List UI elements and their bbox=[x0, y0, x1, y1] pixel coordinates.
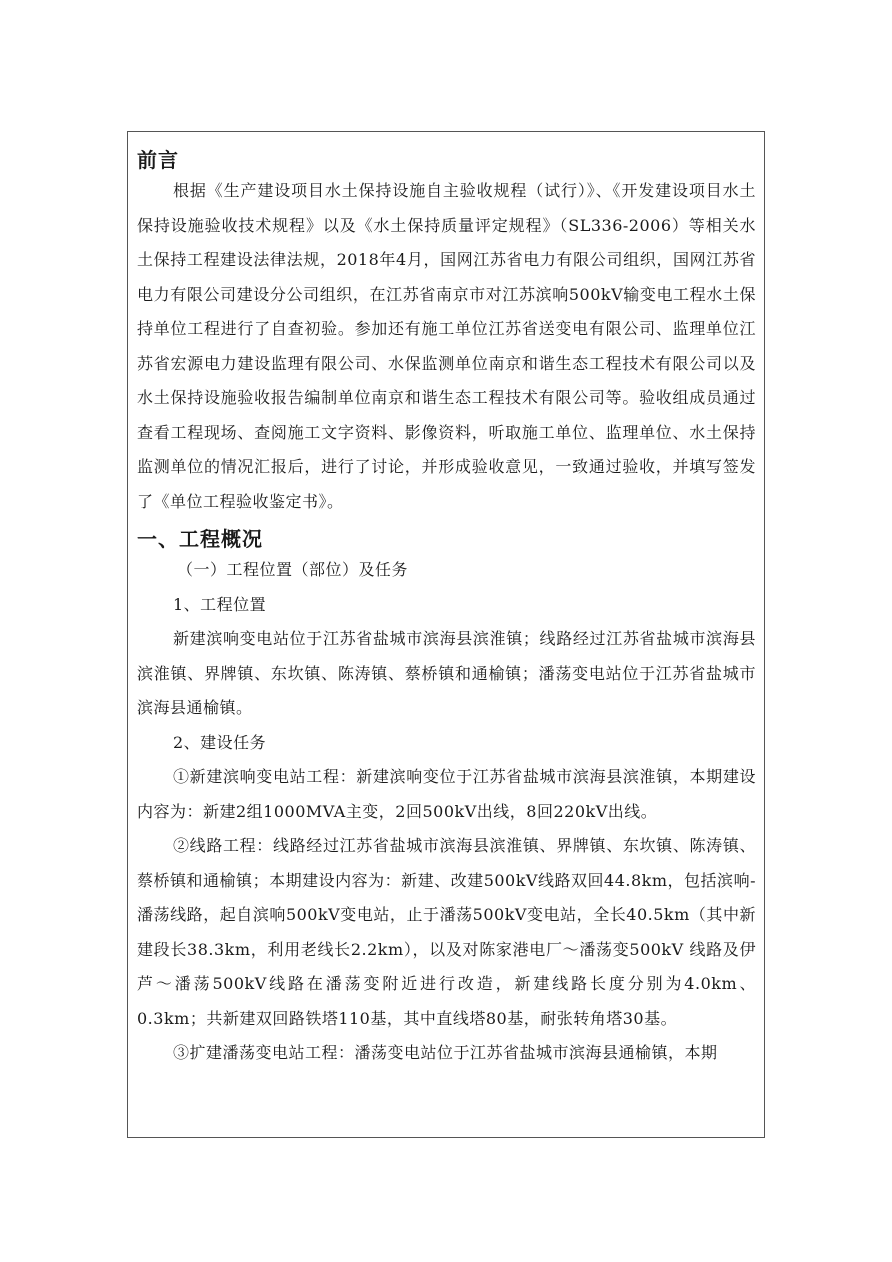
subsection-location-and-tasks-heading: （一）工程位置（部位）及任务 bbox=[177, 560, 409, 579]
preface-paragraph: 根据《生产建设项目水土保持设施自主验收规程（试行）》、《开发建设项目水土保持设施验收技术规程》以及《水土保持质量评定规程》（SL336-2006）等相关水土保持工程建设法律法规，2018年4月，国网江苏省电力有限公司组织，国网江苏省电力有限公司建设分公司组织，在江苏省南京市对江苏滨响500kV输变电工程水土保持单位工程进行了自查初验。参加还有施工单位江苏省送变电有限公司、监理单位江苏省宏源电力建设监理有限公司、水保监测单位南京和谐生态工程技术有限公司以及水土保持设施验收报告编制单位南京和谐生态工程技术有限公司等。验收组成员通过查看工程现场、查阅施工文字资料、影像资料，听取施工单位、监理单位、水土保持监测单位的情况汇报后，进行了讨论，并形成验收意见，一致通过验收，并填写签发了《单位工程验收鉴定书》。 bbox=[137, 181, 756, 511]
tasks-heading: 2、建设任务 bbox=[173, 732, 267, 752]
location-heading: 1、工程位置 bbox=[173, 594, 267, 614]
task-substation-expansion: ③扩建潘荡变电站工程：潘荡变电站位于江苏省盐城市滨海县通榆镇，本期 bbox=[173, 1043, 718, 1062]
task-line-project: ②线路工程：线路经过江苏省盐城市滨海县滨淮镇、界牌镇、东坎镇、陈涛镇、蔡桥镇和通榆镇；本期建设内容为：新建、改建500kV线路双回44.8km，包括滨响-潘荡线路，起自滨响500kV变电站，止于潘荡500kV变电站，全长40.5km（其中新建段长38.3km，利用老线长2.2km），以及对陈家港电厂～潘荡变500kV 线路及伊芦～潘荡500kV线路在潘荡变附近进行改造，新建线路长度分别为4.0km、0.3km；共新建双回路铁塔110基，其中直线塔80基，耐张转角塔30基。 bbox=[137, 836, 756, 1028]
location-paragraph: 新建滨响变电站位于江苏省盐城市滨海县滨淮镇；线路经过江苏省盐城市滨海县滨淮镇、界牌镇、东坎镇、陈涛镇、蔡桥镇和通榆镇；潘荡变电站位于江苏省盐城市滨海县通榆镇。 bbox=[137, 629, 756, 717]
section-project-overview-heading: 一、工程概况 bbox=[137, 527, 263, 551]
task-substation-new: ①新建滨响变电站工程：新建滨响变位于江苏省盐城市滨海县滨淮镇，本期建设内容为：新建2组1000MVA主变，2回500kV出线，8回220kV出线。 bbox=[137, 767, 756, 821]
preface-heading: 前言 bbox=[137, 148, 179, 172]
content-frame bbox=[127, 131, 765, 1138]
